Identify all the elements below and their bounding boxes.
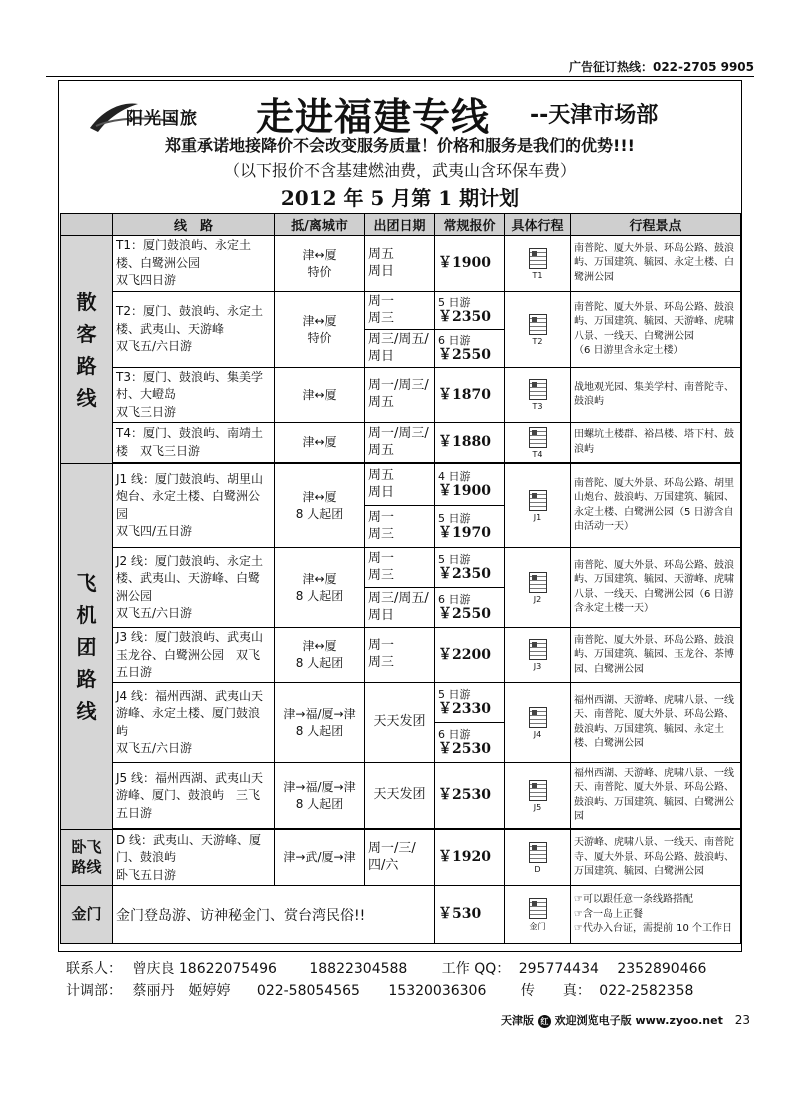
table-row xyxy=(61,236,741,292)
table-row xyxy=(61,763,741,829)
table-row xyxy=(61,548,741,588)
spots-j1: 南普陀、厦大外景、环岛公路、胡里山炮台、鼓浪屿、万国建筑、毓园、永定土楼、白鹭洲公园（5 日游含自由活动一天） xyxy=(571,464,741,548)
fax-label: 传 真： xyxy=(520,983,591,999)
spots-t4: 田螺坑土楼群、裕昌楼、塔下村、鼓浪屿 xyxy=(571,423,741,463)
logo-text: 阳光国旅 xyxy=(126,109,198,129)
price-t2b: 6 日游 ￥2550 xyxy=(435,330,505,368)
category-wofei: 卧飞 路线 xyxy=(61,830,113,886)
price-t4: ￥1880 xyxy=(435,423,505,463)
category-feiji: 飞 机 团 路 线 xyxy=(61,464,113,830)
planner-phone: 022-58054565 xyxy=(256,983,360,999)
date-t1: 周五 周日 xyxy=(365,236,435,292)
price-t1: ￥1900 xyxy=(435,236,505,292)
city-j1: 津↔厦 8 人起团 xyxy=(275,464,365,548)
plan-heading: 2012 年 5 月第 1 期计划 xyxy=(280,186,520,210)
spots-t3: 战地观光园、集美学村、南普陀寺、鼓浪屿 xyxy=(571,368,741,423)
planner-label: 计调部： xyxy=(66,983,122,999)
category-jinmen: 金门 xyxy=(61,886,113,944)
price-j5: ￥2530 xyxy=(435,763,505,829)
spots-j5: 福州西湖、天游峰、虎啸八景、一线天、南普陀、厦大外景、环岛公路、鼓浪屿、万国建筑、毓园、白鹭洲公园 xyxy=(571,763,741,829)
itinerary-t4-link[interactable]: T4 xyxy=(505,423,571,463)
spots-t1: 南普陀、厦大外景、环岛公路、鼓浪屿、万国建筑、毓园、永定土楼、白鹭洲公园 xyxy=(571,236,741,292)
top-rule xyxy=(46,76,754,77)
date-j3: 周一 周三 xyxy=(365,628,435,683)
contact-line-1 xyxy=(66,958,706,978)
city-t4: 津↔厦 xyxy=(275,423,365,463)
contact-line-2 xyxy=(66,980,693,1000)
qq-label: 工作 QQ： xyxy=(441,961,511,977)
itinerary-j2-link[interactable]: J2 xyxy=(505,548,571,628)
slogan: 郑重承诺地接降价不会改变服务质量！价格和服务是我们的优势!!! xyxy=(165,136,635,155)
red-badge-icon: 红 xyxy=(538,1015,551,1028)
itinerary-d-link[interactable]: D xyxy=(505,830,571,886)
date-t3: 周一/周三/周五 xyxy=(365,368,435,423)
route-t4: T4：厦门、鼓浪屿、南靖土楼 双飞三日游 xyxy=(113,423,275,463)
document-icon xyxy=(529,842,547,863)
price-j1b: 5 日游 ￥1970 xyxy=(435,506,505,548)
table-row xyxy=(61,683,741,723)
spots-d: 天游峰、虎啸八景、一线天、南普陀寺、厦大外景、环岛公路、鼓浪屿、万国建筑、毓园、白鹭洲公园 xyxy=(571,830,741,886)
document-icon xyxy=(529,490,547,511)
route-j1: J1 线：厦门鼓浪屿、胡里山炮台、永定土楼、白鹭洲公园 双飞四/五日游 xyxy=(113,464,275,548)
route-j2: J2 线：厦门鼓浪屿、永定土楼、武夷山、天游峰、白鹭洲公园 双飞五/六日游 xyxy=(113,548,275,628)
page-subtitle: --天津市场部 xyxy=(530,103,659,128)
contact-name-phone: 曾庆良 18622075496 xyxy=(132,961,277,977)
contact-label: 联系人： xyxy=(66,961,122,977)
price-j2b: 6 日游 ￥2550 xyxy=(435,588,505,628)
header-corner xyxy=(61,214,113,236)
itinerary-j5-link[interactable]: J5 xyxy=(505,763,571,829)
document-icon xyxy=(529,248,547,269)
page-footer xyxy=(501,1012,750,1028)
table-row xyxy=(61,464,741,506)
table-row xyxy=(61,628,741,683)
document-icon xyxy=(529,639,547,660)
price-j4a: 5 日游 ￥2330 xyxy=(435,683,505,723)
city-t3: 津↔厦 xyxy=(275,368,365,423)
price-t3: ￥1870 xyxy=(435,368,505,423)
date-j5: 天天发团 xyxy=(365,763,435,829)
qq-2: 2352890466 xyxy=(617,961,707,977)
city-t2: 津↔厦 特价 xyxy=(275,292,365,368)
itinerary-jinmen-link[interactable]: 金门 xyxy=(505,886,571,944)
price-t2a: 5 日游 ￥2350 xyxy=(435,292,505,330)
route-d: D 线：武夷山、天游峰、厦门、鼓浪屿 卧飞五日游 xyxy=(113,830,275,886)
price-j3: ￥2200 xyxy=(435,628,505,683)
planner-mobile: 15320036306 xyxy=(388,983,487,999)
col-route: 线 路 xyxy=(113,214,275,236)
city-d: 津→武/厦→津 xyxy=(275,830,365,886)
price-j2a: 5 日游 ￥2350 xyxy=(435,548,505,588)
city-j3: 津↔厦 8 人起团 xyxy=(275,628,365,683)
col-spots: 行程景点 xyxy=(571,214,741,236)
date-j4: 天天发团 xyxy=(365,683,435,763)
document-icon xyxy=(529,379,547,400)
itinerary-t2-link[interactable]: T2 xyxy=(505,292,571,368)
spots-j4: 福州西湖、天游峰、虎啸八景、一线天、南普陀、厦大外景、环岛公路、鼓浪屿、万国建筑、毓园、永定土楼、白鹭洲公园 xyxy=(571,683,741,763)
date-j1b: 周一 周三 xyxy=(365,506,435,548)
price-note: （以下报价不含基建燃油费，武夷山含环保车费） xyxy=(223,161,576,180)
spots-j3: 南普陀、厦大外景、环岛公路、鼓浪屿、万国建筑、毓园、玉龙谷、茶博园、白鹭洲公园 xyxy=(571,628,741,683)
document-icon xyxy=(529,572,547,593)
route-j3: J3 线：厦门鼓浪屿、武夷山玉龙谷、白鹭洲公园 双飞五日游 xyxy=(113,628,275,683)
col-itinerary: 具体行程 xyxy=(505,214,571,236)
price-j1a: 4 日游 ￥1900 xyxy=(435,464,505,506)
page-number: 23 xyxy=(734,1013,750,1027)
date-d: 周一/三/四/六 xyxy=(365,830,435,886)
page-title: 走进福建专线 xyxy=(256,95,491,139)
fax-number: 022-2582358 xyxy=(599,983,694,999)
route-jinmen: 金门登岛游、访神秘金门、赏台湾民俗!! xyxy=(113,886,435,944)
price-jinmen: ￥530 xyxy=(435,886,505,944)
table-header-row xyxy=(61,214,741,236)
spots-t2: 南普陀、厦大外景、环岛公路、鼓浪屿、万国建筑、毓园、天游峰、虎啸八景、一线天、白鹭洲公园 （6 日游里含永定土楼） xyxy=(571,292,741,368)
category-sanke: 散 客 路 线 xyxy=(61,236,113,464)
route-t2: T2：厦门、鼓浪屿、永定土楼、武夷山、天游峰 双飞五/六日游 xyxy=(113,292,275,368)
date-j2b: 周三/周五/周日 xyxy=(365,588,435,628)
table-row xyxy=(61,292,741,330)
footer-text[interactable]: 欢迎浏览电子版 www.zyoo.net xyxy=(554,1014,723,1027)
date-t2a: 周一 周三 xyxy=(365,292,435,330)
route-t3: T3：厦门、鼓浪屿、集美学村、大嶝岛 双飞三日游 xyxy=(113,368,275,423)
qq-1: 295774434 xyxy=(518,961,599,977)
document-icon xyxy=(529,780,547,801)
itinerary-j3-link[interactable]: J3 xyxy=(505,628,571,683)
route-t1: T1：厦门鼓浪屿、永定土楼、白鹭洲公园 双飞四日游 xyxy=(113,236,275,292)
col-price: 常规报价 xyxy=(435,214,505,236)
col-city: 抵/离城市 xyxy=(275,214,365,236)
route-table xyxy=(60,213,741,944)
contact-phone-2: 18822304588 xyxy=(309,961,408,977)
price-j4b: 6 日游 ￥2530 xyxy=(435,723,505,763)
city-t1: 津↔厦 特价 xyxy=(275,236,365,292)
spots-j2: 南普陀、厦大外景、环岛公路、鼓浪屿、万国建筑、毓园、天游峰、虎啸八景、一线天、白鹭洲公园（6 日游含永定土楼一天） xyxy=(571,548,741,628)
date-t2b: 周三/周五/周日 xyxy=(365,330,435,368)
planner-names: 蔡丽丹 姬婷婷 xyxy=(132,983,231,999)
city-j5: 津→福/厦→津 8 人起团 xyxy=(275,763,365,829)
ad-hotline: 广告征订热线：022-2705 9905 xyxy=(568,60,754,74)
spots-jinmen: ☞可以跟任意一条线路搭配 ☞含一岛上正餐 ☞代办入台证，需提前 10 个工作日 xyxy=(571,886,741,944)
col-date: 出团日期 xyxy=(365,214,435,236)
city-j4: 津→福/厦→津 8 人起团 xyxy=(275,683,365,763)
itinerary-t3-link[interactable]: T3 xyxy=(505,368,571,423)
document-icon xyxy=(529,707,547,728)
footer-brand: 天津版 xyxy=(500,1014,534,1027)
city-j2: 津↔厦 8 人起团 xyxy=(275,548,365,628)
date-t4: 周一/周三/周五 xyxy=(365,423,435,463)
table-row xyxy=(61,423,741,463)
itinerary-j4-link[interactable]: J4 xyxy=(505,683,571,763)
table-row xyxy=(61,886,741,944)
itinerary-t1-link[interactable]: T1 xyxy=(505,236,571,292)
route-j5: J5 线：福州西湖、武夷山天游峰、厦门、鼓浪屿 三飞五日游 xyxy=(113,763,275,829)
document-icon xyxy=(529,427,547,448)
route-j4: J4 线：福州西湖、武夷山天游峰、永定土楼、厦门鼓浪屿 双飞五/六日游 xyxy=(113,683,275,763)
date-j1a: 周五 周日 xyxy=(365,464,435,506)
itinerary-j1-link[interactable]: J1 xyxy=(505,464,571,548)
document-icon xyxy=(529,898,547,919)
date-j2a: 周一 周三 xyxy=(365,548,435,588)
table-row xyxy=(61,368,741,423)
table-row xyxy=(61,830,741,886)
document-icon xyxy=(529,314,547,335)
price-d: ￥1920 xyxy=(435,830,505,886)
